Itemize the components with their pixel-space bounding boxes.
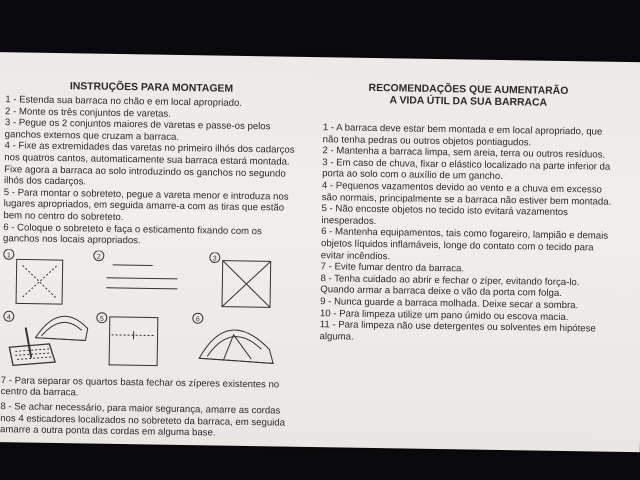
assembly-title: INSTRUÇÕES PARA MONTAGEM [69,81,234,95]
recommendation-10: 10 - Para limpeza utilize um pano úmido ou escova macia. [319,307,569,323]
recommendation-9: 9 - Nunca guarde a barraca molhada. Deixe secar a sombra. [320,296,579,312]
recommendation-7: 7 - Evite fumar dentro da barraca. [320,261,465,275]
diagram-4-stake-detail [9,327,56,366]
diagram-4-number: 4 [6,313,11,322]
diagram-3-number: 3 [212,255,217,263]
recommendation-3: 3 - Em caso de chuva, fixar o elástico localizado na parte inferior da porta ao solo com o auxílio de um gancho. [322,156,611,183]
diagram-6-number: 6 [195,315,200,323]
recommendation-4: 4 - Pequenos vazamentos devido ao vento e a chuva em excesso são normais, principalmente se a barraca não estiver bem montada. [321,180,612,208]
recommendation-5: 5 - Não encoste objetos no tecido isto evitará vazamentos inesperados. [321,203,569,227]
recommendations-title-line-1: RECOMENDAÇÕES QUE AUMENTARÃO [368,82,569,98]
diagram-6-finished-tent [199,329,274,363]
step-8: 8 - Se achar necessário, para maior segurança, amarre as cordas nos 4 esticadores localizados no sobreteto da barraca, em seguida amarre a outra ponta das cordas em alguma base. [0,401,286,439]
step-3: 3 - Pegue os 2 conjuntos maiores de varetas e passe-os pelos ganchos externos que cruzam a barraca. [4,117,271,143]
recommendation-11: 11 - Para limpeza não use detergentes ou solventes em hipótese alguma. [319,319,596,343]
recommendations-title-line-2: A VIDA ÚTIL DA SUA BARRACA [389,95,548,109]
diagram-2-number: 2 [96,253,101,261]
diagram-5-number: 5 [99,315,104,323]
step-1: 1 - Estenda sua barraca no chão e em local apropriado. [5,94,243,109]
diagram-2-pole-sets [106,265,177,289]
instruction-sheet [0,52,640,452]
diagram-5-center-pole [112,331,156,340]
step-2: 2 - Monte os três conjuntos de varetas. [4,105,171,120]
recommendations-title [323,82,613,111]
assembly-diagrams [1,249,295,376]
diagram-3-crossed-poles [222,260,271,307]
step-6: 6 - Coloque o sobreteto e faça o esticamento fixando com os ganchos nos locais apropriados. [2,221,262,247]
assembly-diagram-figure [1,249,295,376]
recommendation-1: 1 - A barraca deve estar bem montada e em local apropriado, que não tenha pedras ou outros objetos pontiagudos. [322,122,603,149]
assembly-instructions [0,80,298,440]
diagram-5-rainfly [109,317,158,366]
step-5: 5 - Para montar o sobreteto, pegue a vareta menor e introduza nos lugares apropriados, em seguida amarre-a com as tiras que estão bem no centro do sobreteto. [3,186,289,223]
diagram-1-poles [22,265,56,298]
recommendation-2: 2 - Mantenha a barraca limpa, sem areia, terra ou outros resíduos. [322,145,606,161]
diagram-1-number: 1 [6,251,11,260]
diagram-4-tent-dome [35,316,87,341]
recommendation-8: 8 - Tenha cuidado ao abrir e fechar o zíper, evitando força-lo. Quando armar a barraca deixe o vão da porta com folga. [320,272,580,300]
care-recommendations [319,82,613,347]
step-4: 4 - Fixe as extremidades das varetas no primeiro ilhós dos cadarços nos quatros cantos, automaticamente sua barraca estará montada. Fixe agora a barraca ao solo introduzindo os ganchos no segundo ilhós dos cadarços. [3,140,295,188]
step-7: 7 - Para separar os quartos basta fechar os zíperes existentes no centro da barraca. [0,374,280,399]
recommendation-6: 6 - Mantenha equipamentos, tais como fogareiro, lampião e demais objetos líquidos inflamáveis, longe do contato com o tecido para evitar incêndios. [320,226,609,262]
